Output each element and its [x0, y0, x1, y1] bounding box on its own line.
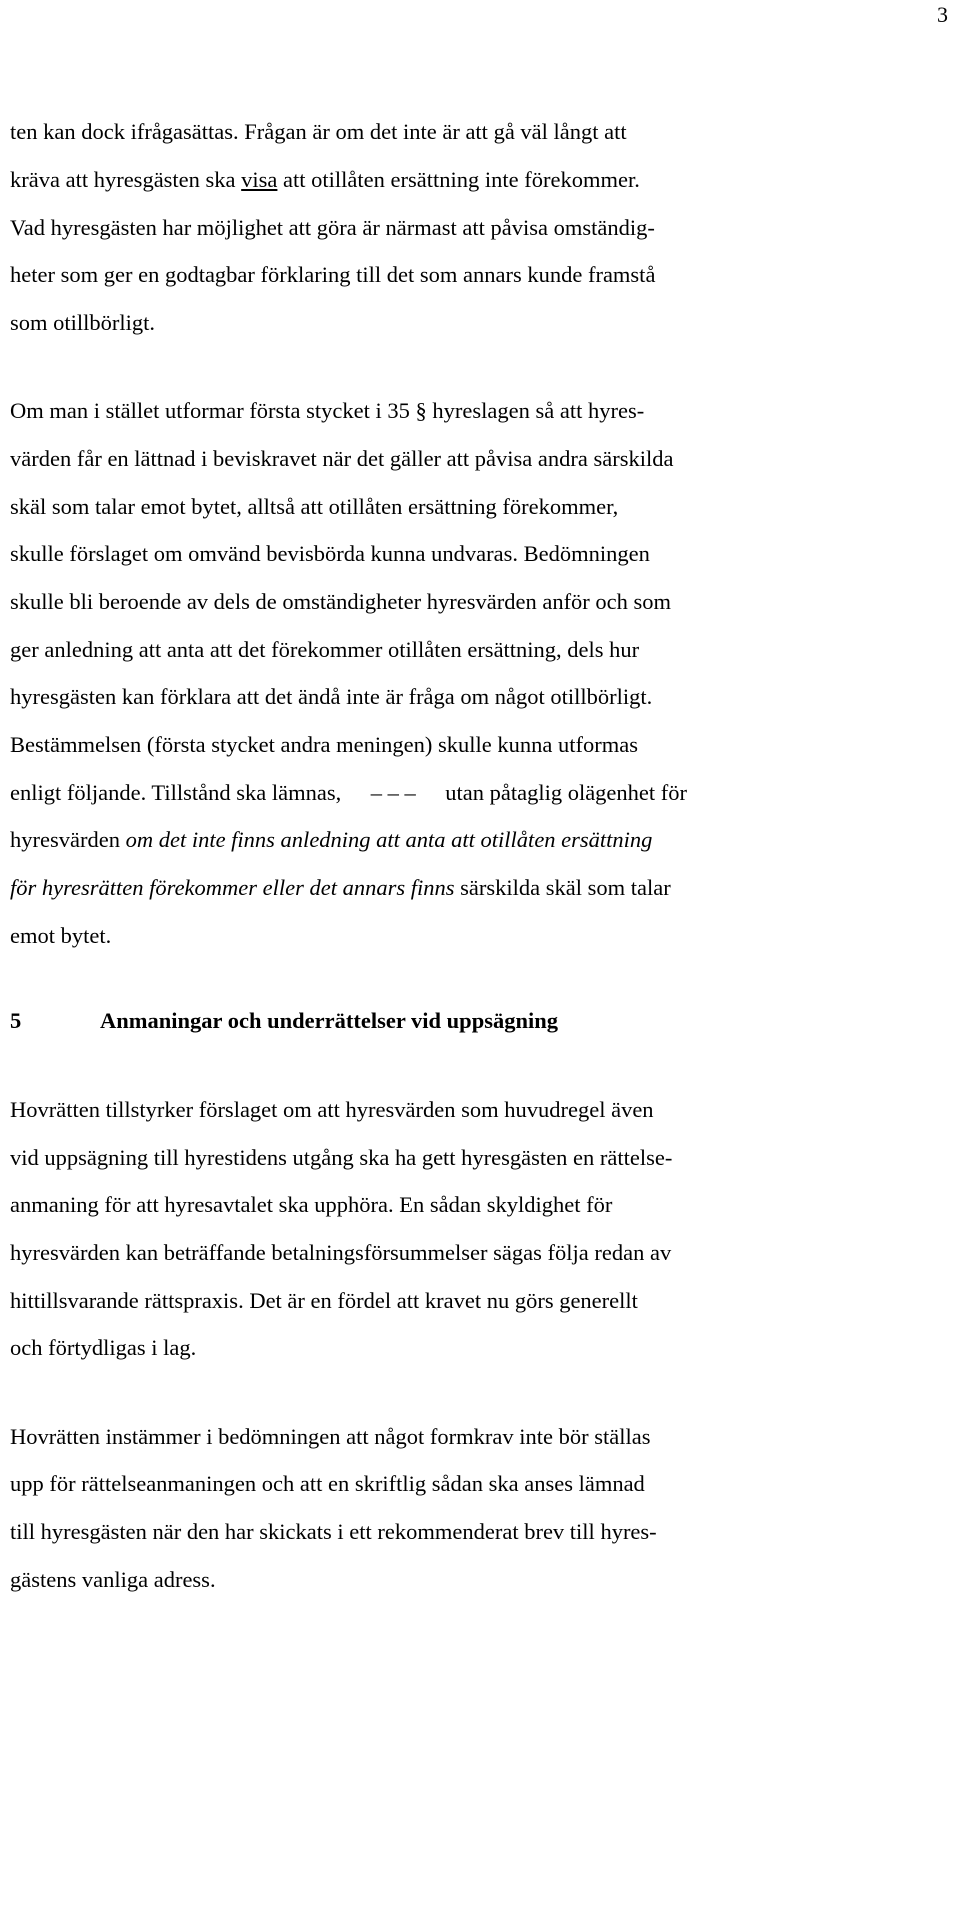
italic-text: för hyresrätten förekommer eller det annars finns: [10, 875, 455, 900]
text-line: vid uppsägning till hyrestidens utgång ska ha gett hyresgästen en rättelse-: [10, 1145, 673, 1170]
underlined-word: visa: [241, 167, 278, 192]
text-line: Bestämmelsen (första stycket andra meningen) skulle kunna utformas: [10, 732, 638, 757]
text-line: värden får en lättnad i beviskravet när det gäller att påvisa andra särskilda: [10, 446, 674, 471]
text-line: och förtydligas i lag.: [10, 1335, 197, 1360]
text-line: hyresgästen kan förklara att det ändå inte är fråga om något otillbörligt.: [10, 684, 653, 709]
text-line: emot bytet.: [10, 923, 112, 948]
text-line: Om man i stället utformar första stycket i 35 § hyreslagen så att hyres-: [10, 398, 645, 423]
text-line: upp för rättelseanmaningen och att en skriftlig sådan ska anses lämnad: [10, 1471, 645, 1496]
text-line: till hyresgästen när den har skickats i ett rekommenderat brev till hyres-: [10, 1519, 657, 1544]
text-line: Hovrätten instämmer i bedömningen att något formkrav inte bör ställas: [10, 1424, 651, 1449]
text-line: [10, 779, 687, 807]
text-span: utan påtaglig olägenhet för: [445, 780, 688, 805]
text-line: hittillsvarande rättspraxis. Det är en fördel att kravet nu görs generellt: [10, 1288, 638, 1313]
text-span: kräva att hyresgästen ska: [10, 167, 242, 192]
text-span: hyresvärden: [10, 827, 126, 852]
omission-dashes: – – –: [370, 780, 416, 805]
text-line: skäl som talar emot bytet, alltså att otillåten ersättning förekommer,: [10, 494, 619, 519]
text-line: anmaning för att hyresavtalet ska upphöra. En sådan skyldighet för: [10, 1192, 613, 1217]
text-line: skulle förslaget om omvänd bevisbörda kunna undvaras. Bedömningen: [10, 541, 650, 566]
text-line: hyresvärden kan beträffande betalningsförsummelser sägas följa redan av: [10, 1240, 672, 1265]
text-line: [10, 826, 652, 854]
text-line: [10, 874, 671, 902]
text-line: gästens vanliga adress.: [10, 1567, 216, 1592]
text-line: heter som ger en godtagbar förklaring till det som annars kunde framstå: [10, 262, 656, 287]
text-line: Vad hyresgästen har möjlighet att göra är närmast att påvisa omständig-: [10, 215, 655, 240]
text-line: som otillbörligt.: [10, 310, 156, 335]
text-line: Hovrätten tillstyrker förslaget om att hyresvärden som huvudregel även: [10, 1097, 654, 1122]
page-number: 3: [937, 2, 948, 27]
section-title: Anmaningar och underrättelser vid uppsägning: [100, 1008, 558, 1033]
section-number: 5: [10, 1008, 22, 1033]
text-line: ten kan dock ifrågasättas. Frågan är om det inte är att gå väl långt att: [10, 119, 627, 144]
text-line: skulle bli beroende av dels de omständigheter hyresvärden anför och som: [10, 589, 672, 614]
text-line: [10, 166, 640, 194]
section-heading: [10, 1007, 558, 1035]
text-line: ger anledning att anta att det förekommer otillåten ersättning, dels hur: [10, 637, 640, 662]
italic-text: om det inte finns anledning att anta att otillåten ersättning: [125, 827, 653, 852]
text-span: enligt följande. Tillstånd ska lämnas,: [10, 780, 342, 805]
text-span: att otillåten ersättning inte förekommer.: [277, 167, 640, 192]
text-span: särskilda skäl som talar: [454, 875, 671, 900]
